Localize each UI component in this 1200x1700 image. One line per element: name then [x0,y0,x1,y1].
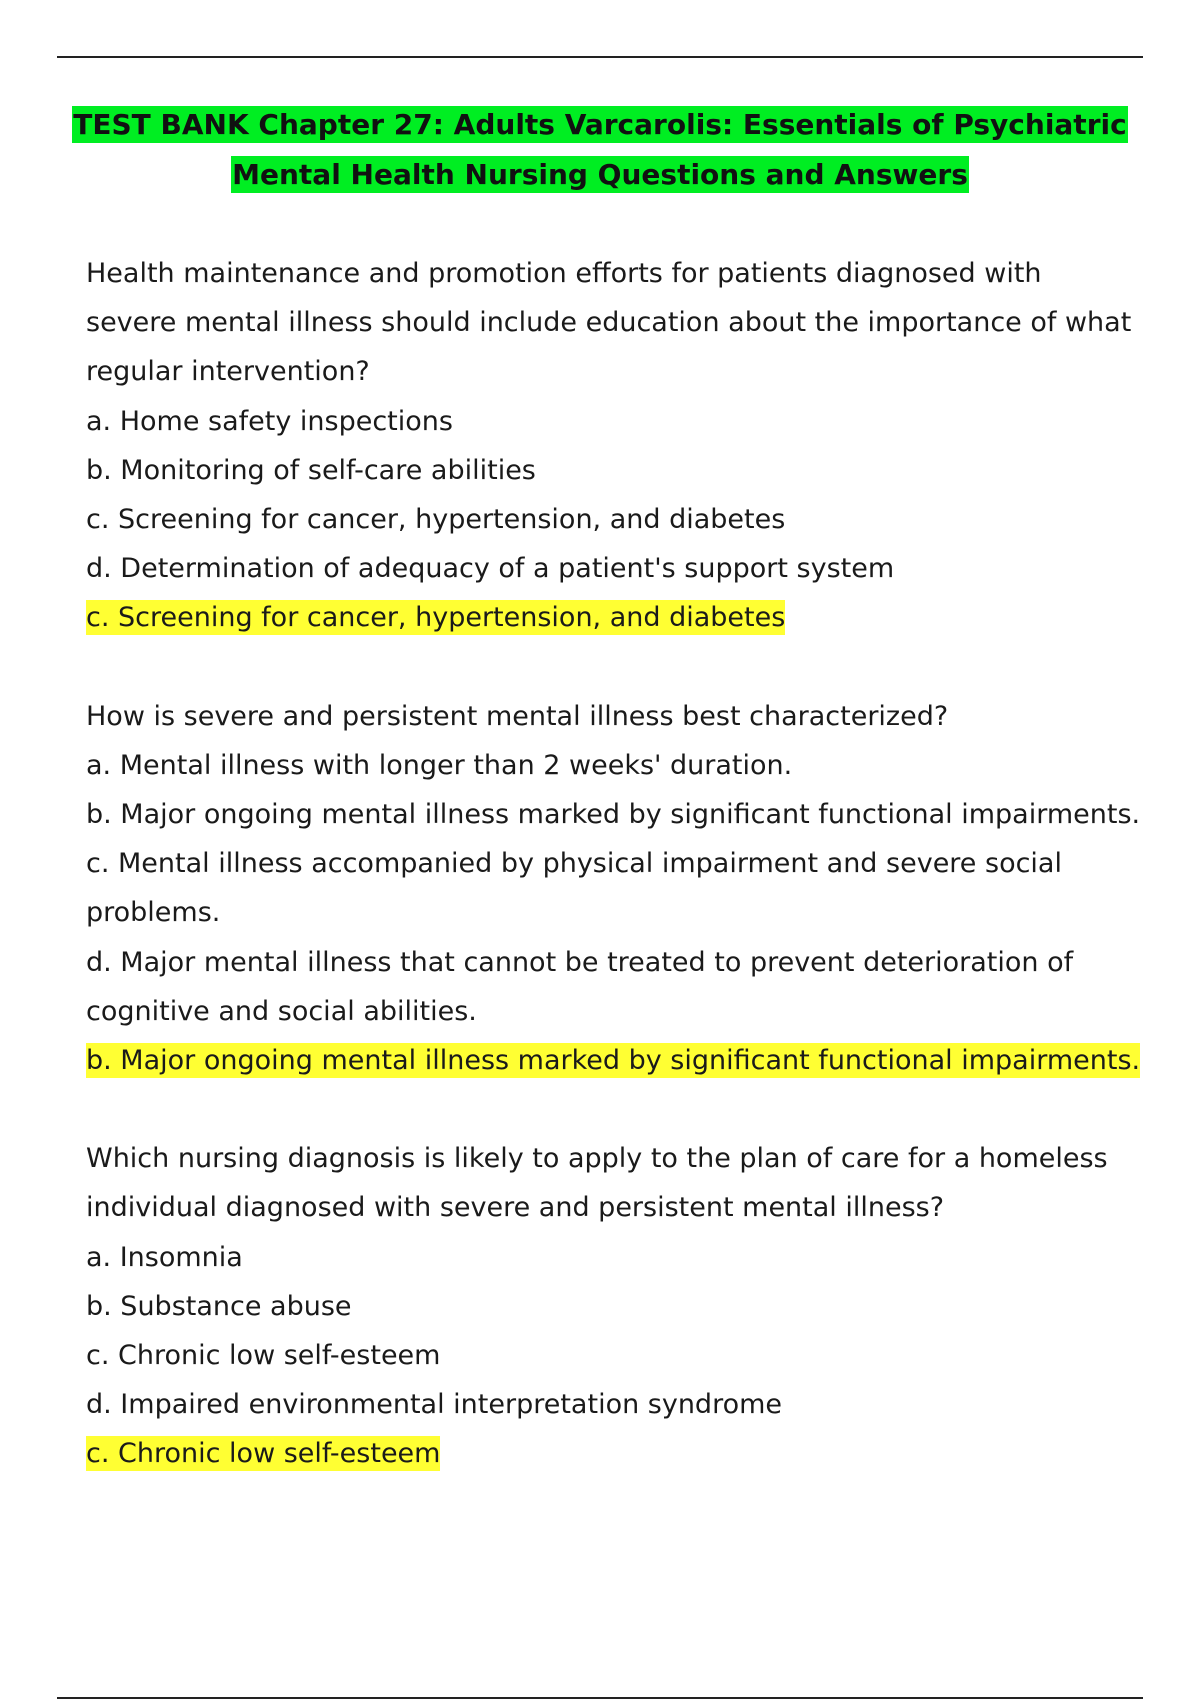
question-block-2 [86,692,1186,1086]
top-rule [57,56,1143,58]
question-text: regular intervention? [86,356,370,388]
option-d: d. Major mental illness that cannot be treated to prevent deterioration of [86,946,1074,978]
question-block-3 [86,1134,1186,1478]
answer-line [86,1429,1186,1478]
option-a: a. Mental illness with longer than 2 weeks' duration. [86,749,793,781]
option-c: c. Screening for cancer, hypertension, and diabetes [86,504,786,536]
question-list [86,249,1186,1528]
option-c: c. Chronic low self-esteem [86,1340,441,1372]
question-text: severe mental illness should include education about the importance of what [86,307,1132,339]
highlighted-answer: c. Screening for cancer, hypertension, and diabetes [86,602,786,634]
option-d-continued: cognitive and social abilities. [86,995,477,1027]
highlighted-answer: b. Major ongoing mental illness marked by significant functional impairments. [86,1045,1141,1077]
answer-line [86,593,1186,642]
question-text: Health maintenance and promotion efforts for patients diagnosed with [86,258,1042,289]
bottom-rule [57,1697,1143,1699]
question-text: How is severe and persistent mental illness best characterized? [86,700,949,732]
question-text: Which nursing diagnosis is likely to apply to the plan of care for a homeless [86,1143,1108,1175]
answer-line [86,1036,1186,1085]
title-line-1-wrap [57,100,1143,150]
question-block-1 [86,249,1186,643]
option-a: a. Insomnia [86,1241,243,1273]
option-b: b. Monitoring of self-care abilities [86,454,536,486]
option-a: a. Home safety inspections [86,405,453,437]
title-line-1: TEST BANK Chapter 27: Adults Varcarolis: Essentials of Psychiatric [73,108,1127,141]
option-d: d. Determination of adequacy of a patient's support system [86,553,895,585]
option-c: c. Mental illness accompanied by physical impairment and severe social [86,848,1062,880]
document-title [57,100,1143,200]
option-d: d. Impaired environmental interpretation syndrome [86,1389,783,1421]
title-line-2: Mental Health Nursing Questions and Answers [232,158,968,191]
question-text: individual diagnosed with severe and persistent mental illness? [86,1192,945,1224]
option-c-continued: problems. [86,897,221,929]
title-line-2-wrap [57,150,1143,200]
option-b: b. Major ongoing mental illness marked by significant functional impairments. [86,799,1141,831]
highlighted-answer: c. Chronic low self-esteem [86,1438,441,1470]
option-b: b. Substance abuse [86,1290,352,1322]
